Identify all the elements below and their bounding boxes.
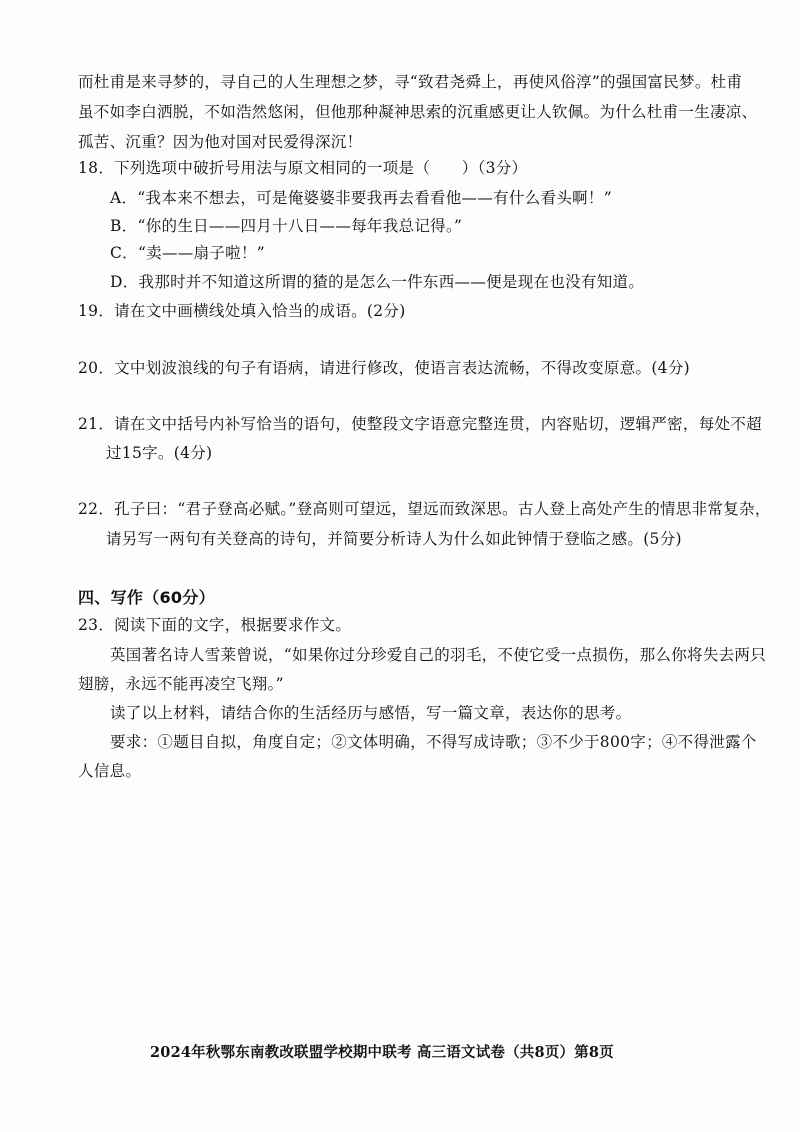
question-23-quote-line-1: 英国著名诗人雪莱曾说，“如果你过分珍爱自己的羽毛，不使它受一点损伤，那么你将失去两只 bbox=[110, 646, 767, 664]
question-21-line-1: 21．请在文中括号内补写恰当的语句，使整段文字语意完整连贯，内容贴切，逻辑严密，每处不超 bbox=[78, 415, 762, 433]
question-23-quote-line-2: 翅膀，永远不能再凌空飞翔。” bbox=[78, 675, 284, 693]
question-19: 19．请在文中画横线处填入恰当的成语。(2分) bbox=[78, 302, 406, 320]
section-4-title: 四、写作（60分） bbox=[78, 588, 215, 607]
passage-line-1: 而杜甫是来寻梦的，寻自己的人生理想之梦，寻“致君尧舜上，再使风俗淳”的强国富民梦。杜甫 bbox=[78, 73, 743, 91]
question-22-line-2: 请另写一两句有关登高的诗句，并简要分析诗人为什么如此钟情于登临之感。(5分) bbox=[106, 530, 682, 548]
question-18-option-a: A．“我本来不想去，可是俺婆婆非要我再去看看他——有什么看头啊！” bbox=[110, 189, 612, 207]
question-20: 20．文中划波浪线的句子有语病，请进行修改，使语言表达流畅，不得改变原意。(4分) bbox=[78, 359, 690, 377]
question-23-stem: 23．阅读下面的文字，根据要求作文。 bbox=[78, 616, 352, 634]
question-18-option-d: D．我那时并不知道这所谓的猹的是怎么一件东西——便是现在也没有知道。 bbox=[110, 273, 645, 291]
question-18-option-b: B．“你的生日——四月十八日——每年我总记得。” bbox=[110, 217, 463, 235]
question-18-option-c: C．“卖——扇子啦！” bbox=[110, 244, 266, 262]
passage-line-3: 孤苦、沉重？因为他对国对民爱得深沉！ bbox=[78, 133, 363, 151]
passage-line-2: 虽不如李白洒脱，不如浩然悠闲，但他那种凝神思索的沉重感更让人钦佩。为什么杜甫一生凄凉、 bbox=[78, 103, 758, 121]
question-22-line-1: 22．孔子曰：“君子登高必赋。”登高则可望远，望远而致深思。古人登上高处产生的情思非常复杂， bbox=[78, 500, 771, 518]
question-23-requirements-line-2: 人信息。 bbox=[78, 762, 142, 780]
question-23-requirements-line-1: 要求：①题目自拟，角度自定；②文体明确，不得写成诗歌；③不少于800字；④不得泄露个 bbox=[110, 733, 757, 751]
page-footer: 2024年秋鄂东南教改联盟学校期中联考 高三语文试卷（共8页）第8页 bbox=[150, 1044, 614, 1061]
question-23-instruction: 读了以上材料，请结合你的生活经历与感悟，写一篇文章，表达你的思考。 bbox=[110, 704, 632, 722]
question-21-line-2: 过15字。(4分) bbox=[106, 444, 213, 462]
question-18-stem: 18．下列选项中破折号用法与原文相同的一项是（ ）（3分） bbox=[78, 159, 528, 177]
